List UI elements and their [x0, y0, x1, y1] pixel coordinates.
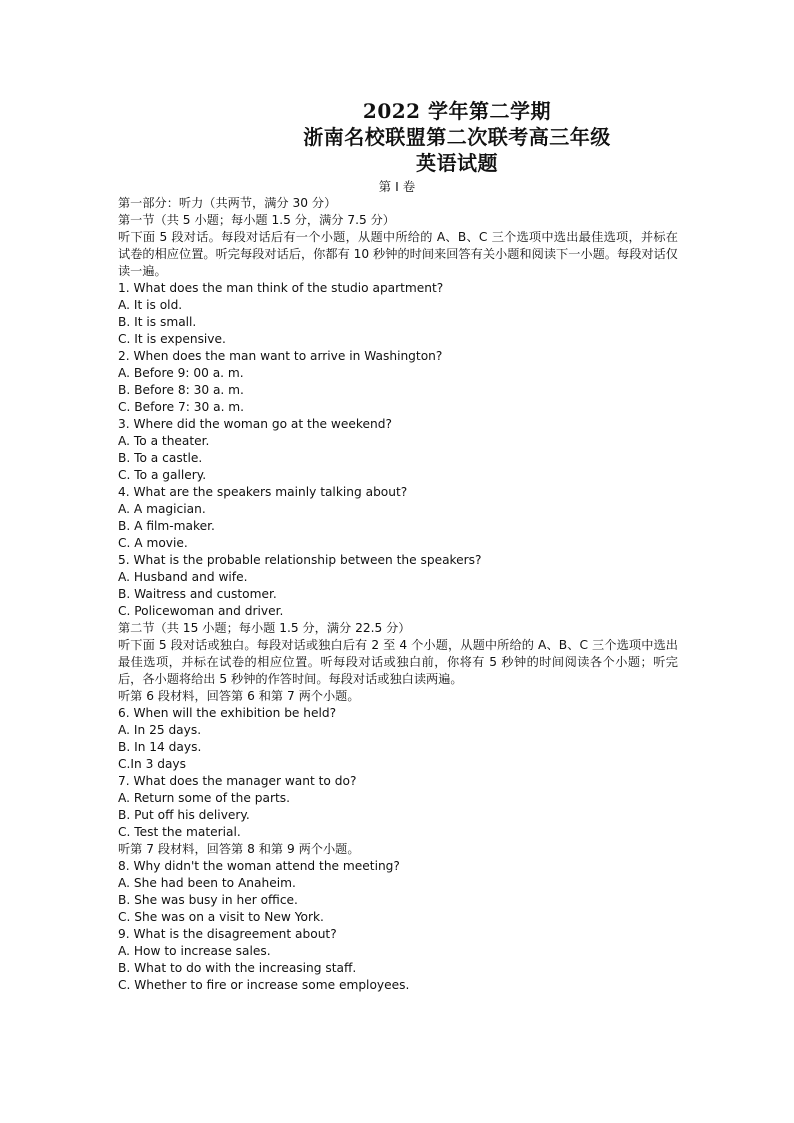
option: A. How to increase sales.	[118, 944, 271, 958]
part-heading: 第一部分：听力（共两节，满分 30 分）	[118, 196, 337, 210]
option: C. To a gallery.	[118, 468, 207, 482]
option: C. Whether to fire or increase some employees.	[118, 978, 410, 992]
option: A. Before 9: 00 a. m.	[118, 366, 244, 380]
question-stem: 1. What does the man think of the studio apartment?	[118, 281, 444, 295]
option: A. In 25 days.	[118, 723, 202, 737]
section1-heading: 第一节（共 5 小题；每小题 1.5 分，满分 7.5 分）	[118, 213, 395, 227]
option: C. Test the material.	[118, 825, 241, 839]
option: C. She was on a visit to New York.	[118, 910, 324, 924]
exam-title-subject: 英语试题	[416, 151, 498, 175]
option: B. To a castle.	[118, 451, 203, 465]
section2-heading: 第二节（共 15 小题；每小题 1.5 分，满分 22.5 分）	[118, 621, 411, 635]
option: B. A film-maker.	[118, 519, 215, 533]
question-stem: 6. When will the exhibition be held?	[118, 706, 337, 720]
option: B. Put off his delivery.	[118, 808, 250, 822]
question-stem: 9. What is the disagreement about?	[118, 927, 337, 941]
question-stem: 4. What are the speakers mainly talking about?	[118, 485, 408, 499]
option: B. She was busy in her office.	[118, 893, 298, 907]
question-stem: 2. When does the man want to arrive in Washington?	[118, 349, 443, 363]
section1-instructions: 听下面 5 段对话。每段对话后有一个小题，从题中所给的 A、B、C 三个选项中选出最佳选项，并标在试卷的相应位置。听完每段对话后，你都有 10 秒钟的时间来回答有关小题和阅读下一小题。每段对话仅读一遍。	[118, 230, 678, 278]
material-note: 听第 6 段材料，回答第 6 和第 7 两个小题。	[118, 689, 360, 703]
option: C.In 3 days	[118, 757, 186, 771]
question-stem: 8. Why didn't the woman attend the meeting?	[118, 859, 400, 873]
material-note: 听第 7 段材料，回答第 8 和第 9 两个小题。	[118, 842, 360, 856]
option: B. Waitress and customer.	[118, 587, 277, 601]
question-stem: 3. Where did the woman go at the weekend?	[118, 417, 392, 431]
volume-label: 第 I 卷	[378, 179, 416, 194]
question-stem: 7. What does the manager want to do?	[118, 774, 357, 788]
option: C. Before 7: 30 a. m.	[118, 400, 245, 414]
option: A. Husband and wife.	[118, 570, 248, 584]
section2-instructions: 听下面 5 段对话或独白。每段对话或独白后有 2 至 4 个小题，从题中所给的 A、B、C 三个选项中选出最佳选项，并标在试卷的相应位置。听每段对话或独白前，你将有 5 秒钟的时间阅读各个小题；听完后，各小题将给出 5 秒钟的作答时间。每段对话或独白读两遍。	[118, 638, 678, 686]
option: A. She had been to Anaheim.	[118, 876, 296, 890]
option: A. To a theater.	[118, 434, 210, 448]
option: B. Before 8: 30 a. m.	[118, 383, 244, 397]
option: B. It is small.	[118, 315, 197, 329]
exam-title-league: 浙南名校联盟第二次联考高三年级	[303, 125, 611, 149]
option: B. What to do with the increasing staff.	[118, 961, 357, 975]
option: A. A magician.	[118, 502, 206, 516]
option: C. A movie.	[118, 536, 188, 550]
option: A. Return some of the parts.	[118, 791, 290, 805]
question-stem: 5. What is the probable relationship between the speakers?	[118, 553, 482, 567]
option: A. It is old.	[118, 298, 183, 312]
exam-title-term: 2022 学年第二学期	[362, 99, 552, 123]
option: C. Policewoman and driver.	[118, 604, 284, 618]
option: B. In 14 days.	[118, 740, 202, 754]
option: C. It is expensive.	[118, 332, 226, 346]
exam-body	[118, 195, 678, 994]
